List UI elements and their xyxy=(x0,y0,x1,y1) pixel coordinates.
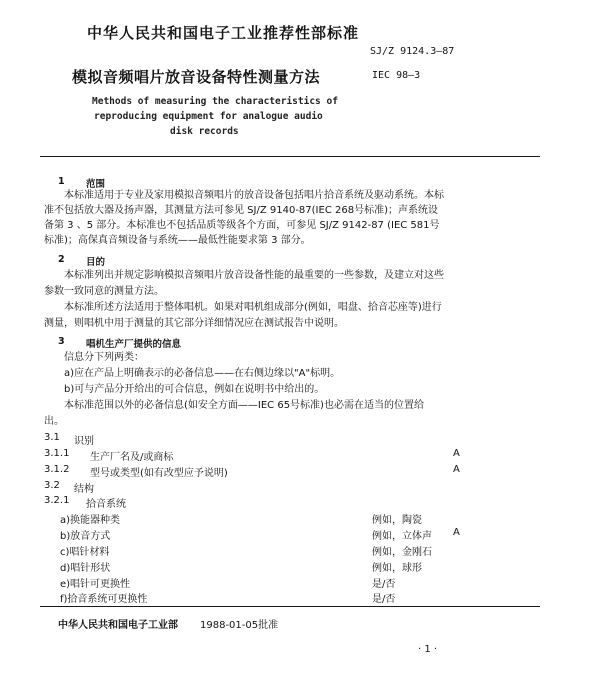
item-3-1-1-mark: A xyxy=(453,448,460,459)
section-3-1-number: 3.1 xyxy=(44,432,60,443)
pickup-item-d-label: d)唱针形状 xyxy=(60,563,111,574)
section-3-2-number: 3.2 xyxy=(44,480,60,491)
section-1-number: 1 xyxy=(58,176,65,187)
footer-approval-date: 1988-01-05批准 xyxy=(200,620,279,631)
item-3-1-2-label: 型号或类型(如有改型应予说明) xyxy=(90,468,228,479)
item-3-1-1-label: 生产厂名及/或商标 xyxy=(90,452,174,463)
section-1-line-1: 本标准适用于专业及家用模拟音频唱片的放音设备包括唱片拾音系统及驱动系统。本标 xyxy=(64,190,444,201)
pickup-item-b-label: b)放音方式 xyxy=(60,531,111,542)
section-1-line-2: 准不包括放大器及扬声器，其测量方法可参见 SJ/Z 9140-87(IEC 268号标准)；声系统设 xyxy=(44,205,438,216)
section-3-2-1-title: 拾音系统 xyxy=(86,499,126,510)
section-2-line-4: 测量，则唱机中用于测量的其它部分详细情况应在测试报告中说明。 xyxy=(44,318,344,329)
pickup-item-e-example: 是/否 xyxy=(372,579,396,590)
item-3-1-2-mark: A xyxy=(453,464,460,475)
section-3-2-title: 结构 xyxy=(74,484,94,495)
section-2-line-2: 参数一致同意的测量方法。 xyxy=(44,286,164,297)
title-en-line-1: Methods of measuring the characteristics of xyxy=(92,96,338,107)
title-en-line-3: disk records xyxy=(170,126,239,137)
pickup-item-c-label: c)唱针材料 xyxy=(60,547,110,558)
section-3-line-5: 出。 xyxy=(44,416,64,427)
section-1-line-4: 标准)；高保真音频设备与系统——最低性能要求第 3 部分。 xyxy=(44,235,311,246)
section-2-line-1: 本标准列出并规定影响模拟音频唱片放音设备性能的最重要的一些参数，及建立对这些 xyxy=(64,270,444,281)
pickup-item-f-example: 是/否 xyxy=(372,594,396,605)
pickup-item-c-example: 例如，金刚石 xyxy=(372,547,432,558)
pickup-item-f-label: f)拾音系统可更换性 xyxy=(60,594,148,605)
pickup-item-b-mark: A xyxy=(453,527,460,538)
section-2-number: 2 xyxy=(58,254,65,265)
section-3-line-3: b)可与产品分开给出的可合信息，例如在说明书中给出的。 xyxy=(64,384,325,395)
item-3-1-1-number: 3.1.1 xyxy=(44,448,70,459)
section-2-line-3: 本标准所述方法适用于整体唱机。如果对唱机组成部分(例如，唱盘、拾音芯座等)进行 xyxy=(64,302,442,313)
section-3-1-title: 识别 xyxy=(74,436,94,447)
section-3-title: 唱机生产厂提供的信息 xyxy=(86,339,182,350)
title-en-line-2: reproducing equipment for analogue audio xyxy=(94,111,323,122)
issuing-org-header: 中华人民共和国电子工业推荐性部标准 xyxy=(87,24,360,42)
standard-code: SJ/Z 9124.3—87 xyxy=(370,46,455,57)
pickup-item-a-example: 例如，陶瓷 xyxy=(372,515,422,526)
header-divider xyxy=(40,156,540,157)
section-1-title: 范围 xyxy=(86,179,106,190)
pickup-item-e-label: e)唱针可更换性 xyxy=(60,579,131,590)
section-3-2-1-number: 3.2.1 xyxy=(44,495,70,506)
section-3-number: 3 xyxy=(58,336,65,347)
section-3-line-2: a)应在产品上明确表示的必备信息——在右侧边缘以"A"标明。 xyxy=(64,368,341,379)
section-3-line-4: 本标准范围以外的必备信息(如安全方面——IEC 65号标准)也必需在适当的位置给 xyxy=(64,400,424,411)
section-2-title: 目的 xyxy=(86,257,106,268)
footer-issuing-ministry: 中华人民共和国电子工业部 xyxy=(58,620,178,631)
footer-divider xyxy=(40,606,540,607)
iec-code: IEC 98—3 xyxy=(372,70,421,81)
section-3-line-1: 信息分下列两类： xyxy=(64,352,144,363)
pickup-item-d-example: 例如，球形 xyxy=(372,563,422,574)
pickup-item-b-example: 例如，立体声 xyxy=(372,531,432,542)
pickup-item-a-label: a)换能器种类 xyxy=(60,515,121,526)
page-number: · 1 · xyxy=(418,644,438,655)
document-title-zh: 模拟音频唱片放音设备特性测量方法 xyxy=(72,68,321,86)
item-3-1-2-number: 3.1.2 xyxy=(44,464,70,475)
section-1-line-3: 备第 3 、5 部分。本标准也不包括品质等级各个方面，可参见 SJ/Z 9142-87 (IEC 581号 xyxy=(44,220,440,231)
